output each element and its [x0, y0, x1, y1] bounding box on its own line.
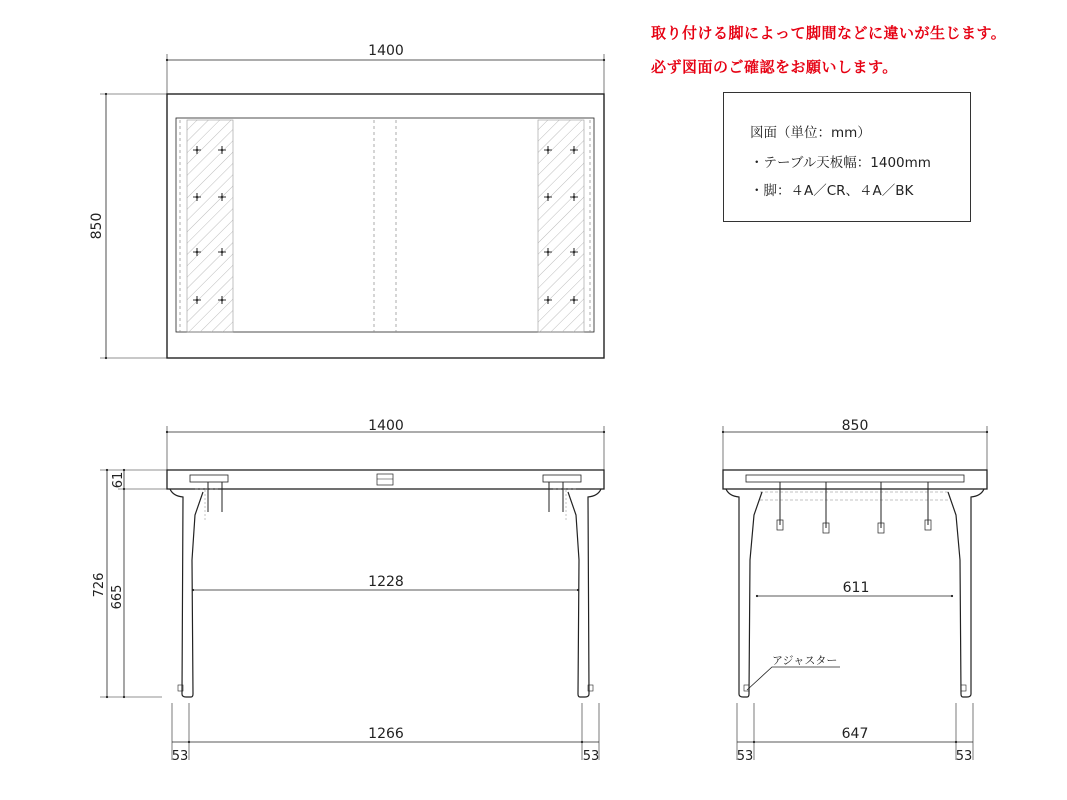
warning-note-line2: 必ず図面のご確認をお願いします。	[651, 58, 898, 76]
screw-center	[196, 149, 199, 152]
screw-center	[573, 196, 576, 199]
side-right-foot-label: 53	[955, 749, 973, 764]
top-depth-label: 850	[89, 212, 105, 240]
adjuster-label: アジャスター	[772, 654, 838, 667]
screw-center	[221, 299, 224, 302]
front-width-label: 1400	[368, 418, 404, 434]
screw-center	[547, 196, 550, 199]
front-inner-span-label: 1228	[368, 574, 404, 590]
screw-center	[573, 299, 576, 302]
front-left-foot-label: 53	[171, 749, 189, 764]
side-left-leg	[726, 489, 762, 697]
side-depth-label: 850	[841, 418, 869, 434]
screw-center	[221, 251, 224, 254]
front-tabletop	[167, 470, 604, 489]
top-width-label: 1400	[368, 43, 404, 59]
top-view	[100, 54, 604, 358]
screw-center	[573, 149, 576, 152]
side-left-foot-label: 53	[736, 749, 754, 764]
front-total-height-label: 726	[92, 572, 107, 598]
front-left-leg	[170, 489, 203, 697]
warning-note-line1: 取り付ける脚によって脚間などに違いが生じます。	[651, 24, 1007, 42]
front-view	[100, 426, 604, 760]
side-right-leg	[948, 489, 984, 697]
adjuster-leader	[747, 667, 840, 690]
screw-markers	[193, 146, 578, 304]
front-leg-height-label: 665	[110, 584, 125, 610]
side-outer-span-label: 647	[841, 726, 869, 742]
screw-center	[196, 251, 199, 254]
screw-center	[196, 299, 199, 302]
screw-center	[221, 196, 224, 199]
side-tabletop	[723, 470, 987, 489]
front-right-foot-label: 53	[582, 749, 600, 764]
spec-table-width: ・テーブル天板幅：1400mm	[750, 155, 931, 171]
front-top-thickness-label: 61	[111, 471, 126, 489]
screw-center	[573, 251, 576, 254]
spec-legs: ・脚：４A／CR、４A／BK	[750, 183, 914, 199]
screw-center	[547, 149, 550, 152]
screw-center	[196, 196, 199, 199]
screw-center	[221, 149, 224, 152]
front-right-leg	[568, 489, 601, 697]
side-inner-span-label: 611	[842, 580, 870, 596]
screw-center	[547, 251, 550, 254]
spec-title: 図面（単位：mm）	[750, 125, 871, 141]
screw-center	[547, 299, 550, 302]
front-outer-span-label: 1266	[368, 726, 404, 742]
